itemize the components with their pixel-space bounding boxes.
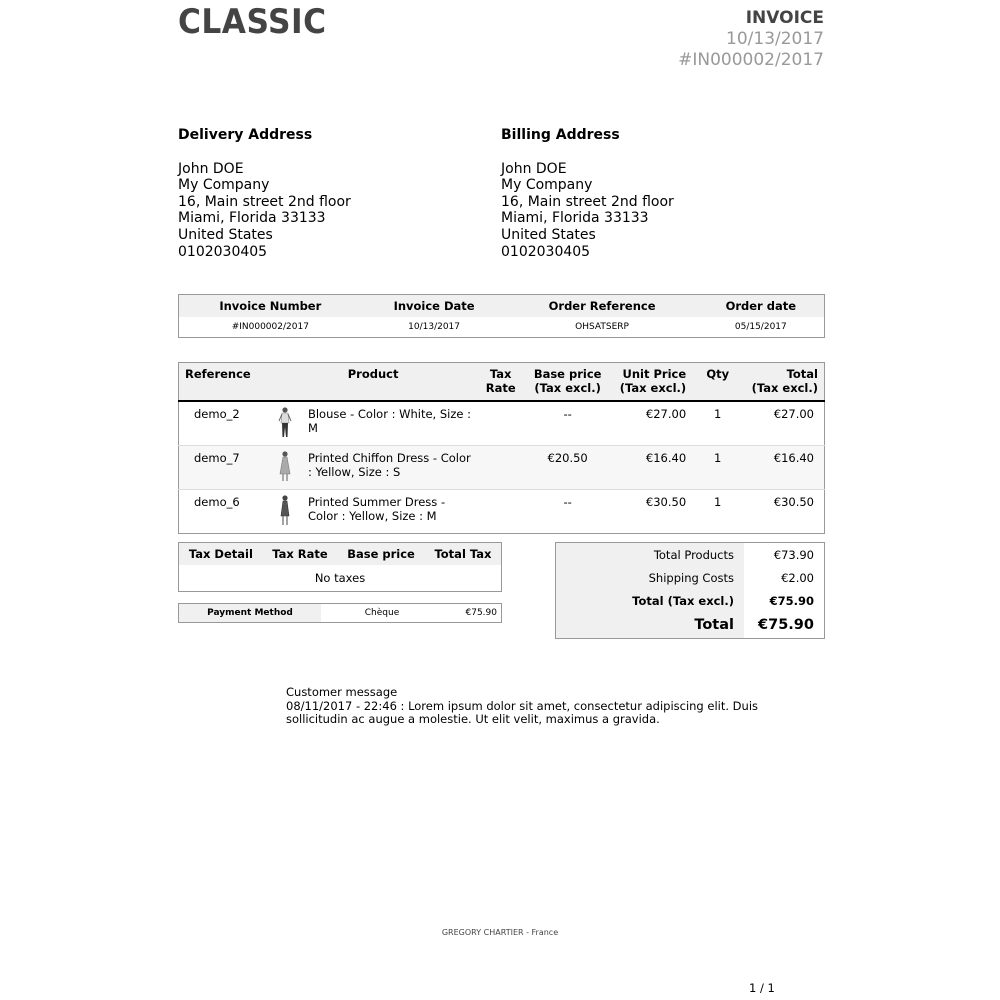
row-total: €16.40 (743, 446, 824, 490)
tax-header: Tax Detail (179, 543, 263, 566)
meta-value: OHSATSERP (575, 322, 629, 332)
shop-logo: CLASSIC (178, 2, 327, 42)
totals-label: Total Products (556, 543, 745, 567)
product-thumbnail (268, 446, 302, 490)
row-qty: 1 (692, 490, 743, 534)
row-base-price: -- (524, 401, 612, 446)
tax-header: Total Tax (425, 543, 502, 566)
payment-amount: €75.90 (465, 608, 497, 618)
row-tax-rate (478, 490, 524, 534)
col-unit-price-line1: Unit Price (622, 367, 687, 381)
grand-total-value: €75.90 (758, 617, 814, 633)
payment-method-label: Payment Method (179, 604, 322, 623)
meta-header: Invoice Number (179, 295, 362, 318)
address-line: John DOE (501, 160, 567, 177)
meta-header: Order Reference (507, 295, 698, 318)
col-qty: Qty (692, 363, 743, 402)
row-qty: 1 (692, 446, 743, 490)
address-line: 16, Main street 2nd floor (501, 193, 674, 210)
col-reference: Reference (179, 363, 269, 402)
address-line: United States (501, 226, 596, 243)
customer-message (286, 686, 821, 727)
totals-value: €75.90 (769, 593, 814, 608)
totals-label: Total (Tax excl.) (556, 589, 745, 612)
row-total: €30.50 (743, 490, 824, 534)
col-tax-rate-line2: Rate (485, 381, 516, 395)
row-tax-rate (478, 446, 524, 490)
row-tax-rate (478, 401, 524, 446)
dress-image-icon (274, 450, 296, 484)
row-unit-price: €30.50 (612, 490, 692, 534)
invoice-title: INVOICE (745, 8, 824, 28)
billing-address-heading: Billing Address (501, 127, 620, 143)
summer-dress-image-icon (274, 494, 296, 528)
grand-total-label: Total (556, 612, 745, 639)
product-thumbnail (268, 490, 302, 534)
meta-value: 05/15/2017 (734, 322, 787, 332)
customer-message-title: Customer message (286, 685, 398, 699)
totals-value: €2.00 (781, 570, 814, 585)
row-product-name: Blouse - Color : White, Size : M (302, 401, 478, 446)
col-base-price-line2: (Tax excl.) (534, 381, 601, 395)
delivery-address (178, 127, 478, 260)
meta-header: Invoice Date (362, 295, 507, 318)
row-product-name: Printed Chiffon Dress - Color : Yellow, Size : S (302, 446, 478, 490)
row-qty: 1 (692, 401, 743, 446)
blouse-image-icon (274, 406, 296, 440)
col-total-line1: Total (786, 367, 818, 381)
col-base-price-line1: Base price (533, 367, 602, 381)
totals-row (556, 566, 825, 589)
col-total-line2: (Tax excl.) (751, 381, 818, 395)
row-base-price: -- (524, 490, 612, 534)
customer-message-text: 08/11/2017 - 22:46 : Lorem ipsum dolor sit amet, consectetur adipiscing elit. Duis sollicitudin ac augue a molestie. Ut elit velit, maximus a gravida. (286, 698, 759, 726)
address-line: Miami, Florida 33133 (501, 210, 649, 227)
totals-value: €73.90 (773, 547, 814, 562)
totals-row (556, 543, 825, 567)
address-line: My Company (501, 177, 593, 194)
row-product-name: Printed Summer Dress - Color : Yellow, Size : M (302, 490, 478, 534)
row-unit-price: €27.00 (612, 401, 692, 446)
invoice-meta-table (178, 294, 825, 338)
row-reference: demo_7 (179, 446, 269, 490)
product-thumbnail (268, 401, 302, 446)
col-base-price (524, 363, 612, 402)
meta-header: Order date (698, 295, 825, 318)
row-total: €27.00 (743, 401, 824, 446)
billing-address (501, 127, 801, 260)
payment-method-table (178, 603, 502, 623)
tax-detail-table (178, 542, 502, 592)
col-product: Product (268, 363, 477, 402)
col-tax-rate (478, 363, 524, 402)
table-row (179, 446, 825, 490)
table-row (179, 490, 825, 534)
footer-text: GREGORY CHARTIER - France (441, 928, 559, 937)
product-table (178, 362, 825, 534)
address-line: Miami, Florida 33133 (178, 210, 326, 227)
address-line: 0102030405 (178, 243, 268, 260)
meta-value: 10/13/2017 (408, 322, 461, 332)
invoice-number: #IN000002/2017 (678, 50, 824, 70)
totals-row (556, 589, 825, 612)
address-line: 0102030405 (501, 243, 591, 260)
tax-header: Base price (337, 543, 425, 566)
payment-method-name: Chèque (364, 608, 400, 618)
address-line: John DOE (178, 160, 244, 177)
row-reference: demo_2 (179, 401, 269, 446)
meta-value: #IN000002/2017 (231, 322, 309, 332)
tax-header: Tax Rate (263, 543, 337, 566)
invoice-date: 10/13/2017 (726, 29, 824, 49)
totals-label: Shipping Costs (556, 566, 745, 589)
address-line: My Company (178, 177, 270, 194)
grand-total-row (556, 612, 825, 639)
address-line: United States (178, 226, 273, 243)
address-line: 16, Main street 2nd floor (178, 193, 351, 210)
col-tax-rate-line1: Tax (489, 367, 512, 381)
no-taxes-text: No taxes (314, 571, 366, 585)
totals-table (555, 542, 825, 639)
table-row (179, 401, 825, 446)
row-unit-price: €16.40 (612, 446, 692, 490)
row-reference: demo_6 (179, 490, 269, 534)
page-number: 1 / 1 (749, 981, 775, 995)
col-total (743, 363, 824, 402)
delivery-address-heading: Delivery Address (178, 127, 313, 143)
col-unit-price-line2: (Tax excl.) (619, 381, 687, 395)
col-unit-price (612, 363, 692, 402)
row-base-price: €20.50 (524, 446, 612, 490)
